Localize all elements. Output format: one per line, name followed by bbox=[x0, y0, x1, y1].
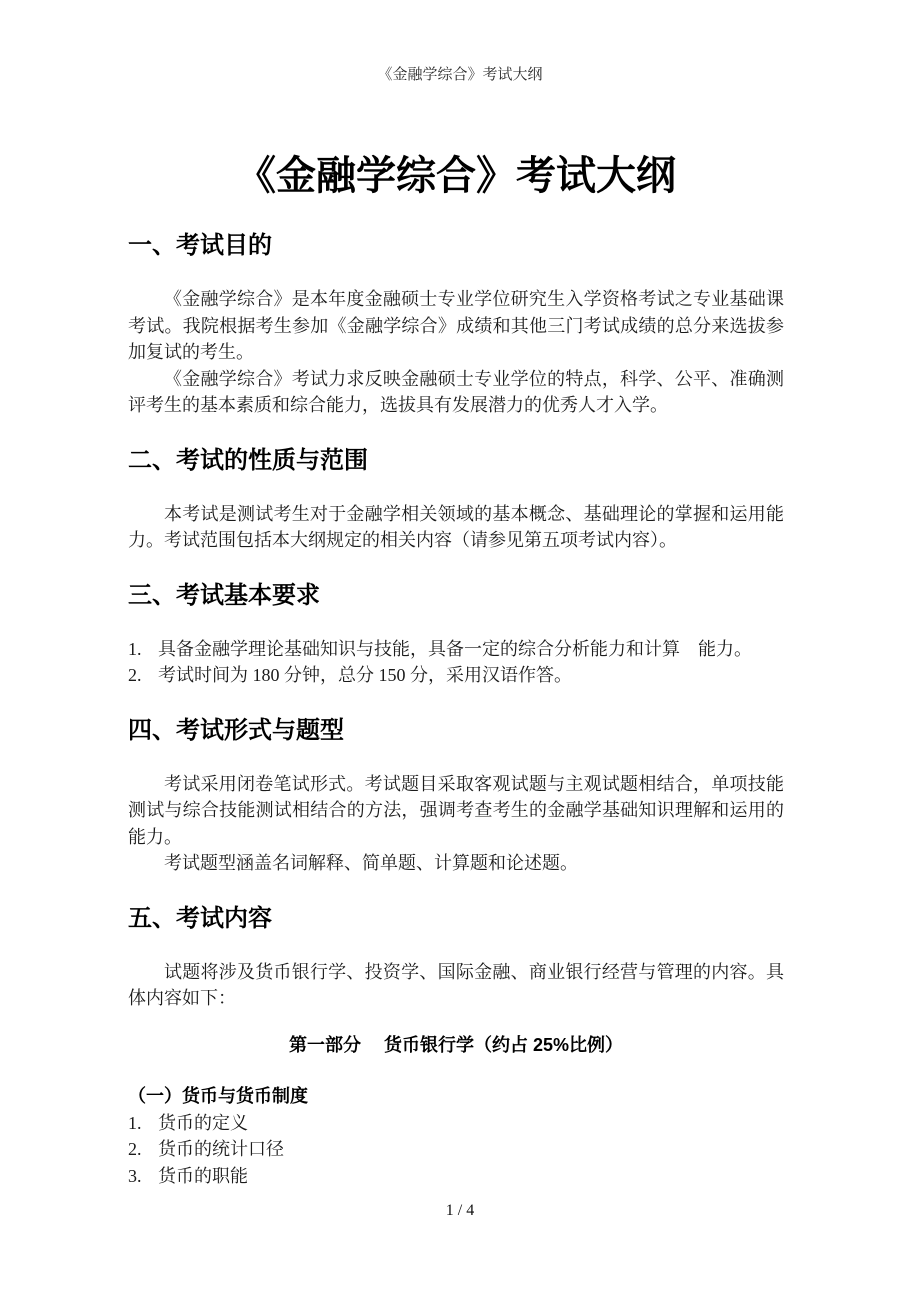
subsection-heading-currency-system: （一）货币与货币制度 bbox=[128, 1085, 308, 1106]
list-item bbox=[128, 636, 784, 663]
list-item bbox=[128, 1163, 784, 1190]
list-item-text: 货币的统计口径 bbox=[158, 1139, 284, 1159]
running-header: 《金融学综合》考试大纲 bbox=[377, 67, 543, 83]
section-format-question-types bbox=[128, 715, 784, 877]
part-one-heading: 第一部分 货币银行学（约占 25%比例） bbox=[288, 1034, 624, 1055]
paragraph: 考试采用闭卷笔试形式。考试题目采取客观试题与主观试题相结合，单项技能测试与综合技能测试相结合的方法，强调考查考生的金融学基础知识理解和运用的能力。 bbox=[128, 773, 784, 847]
list-item bbox=[128, 662, 784, 689]
list-item-number: 2. bbox=[128, 1139, 142, 1159]
list-item-number: 3. bbox=[128, 1165, 142, 1186]
list-item bbox=[128, 1136, 784, 1163]
document-title: 《金融学综合》考试大纲 bbox=[236, 153, 676, 198]
subsection-item-list bbox=[128, 1110, 784, 1190]
page-number: 1 / 4 bbox=[445, 1202, 475, 1219]
list-item bbox=[128, 1110, 784, 1137]
list-item-number: 2. bbox=[128, 665, 142, 685]
list-item-text: 考试时间为 180 分钟，总分 150 分，采用汉语作答。 bbox=[158, 665, 572, 685]
section-exam-purpose bbox=[128, 230, 784, 419]
section-heading: 三、考试基本要求 bbox=[128, 581, 320, 609]
section-heading: 五、考试内容 bbox=[128, 904, 272, 932]
list-item-text: 货币的职能 bbox=[158, 1165, 248, 1186]
section-exam-content bbox=[128, 903, 784, 1012]
paragraph: 《金融学综合》考试力求反映金融硕士专业学位的特点，科学、公平、准确测评考生的基本素质和综合能力，选拔具有发展潜力的优秀人才入学。 bbox=[128, 368, 784, 415]
paragraph: 《金融学综合》是本年度金融硕士专业学位研究生入学资格考试之专业基础课考试。我院根据考生参加《金融学综合》成绩和其他三门考试成绩的总分来选拔参加复试的考生。 bbox=[128, 289, 784, 362]
list-item-number: 1. bbox=[128, 638, 142, 659]
section-heading: 一、考试目的 bbox=[128, 232, 272, 259]
list-item-text: 货币的定义 bbox=[158, 1112, 248, 1133]
section-basic-requirements bbox=[128, 580, 784, 689]
paragraph: 试题将涉及货币银行学、投资学、国际金融、商业银行经营与管理的内容。具体内容如下： bbox=[128, 961, 784, 1008]
section-heading: 四、考试形式与题型 bbox=[128, 716, 344, 744]
paragraph: 考试题型涵盖名词解释、简单题、计算题和论述题。 bbox=[164, 853, 578, 873]
list-item-number: 1. bbox=[128, 1112, 142, 1133]
paragraph: 本考试是测试考生对于金融学相关领域的基本概念、基础理论的掌握和运用能力。考试范围包括本大纲规定的相关内容（请参见第五项考试内容）。 bbox=[128, 503, 784, 550]
section-heading: 二、考试的性质与范围 bbox=[128, 446, 368, 474]
numbered-list bbox=[128, 636, 784, 689]
list-item-text: 具备金融学理论基础知识与技能，具备一定的综合分析能力和计算 能力。 bbox=[158, 638, 752, 659]
section-nature-scope bbox=[128, 445, 784, 554]
document-body bbox=[0, 148, 920, 1189]
